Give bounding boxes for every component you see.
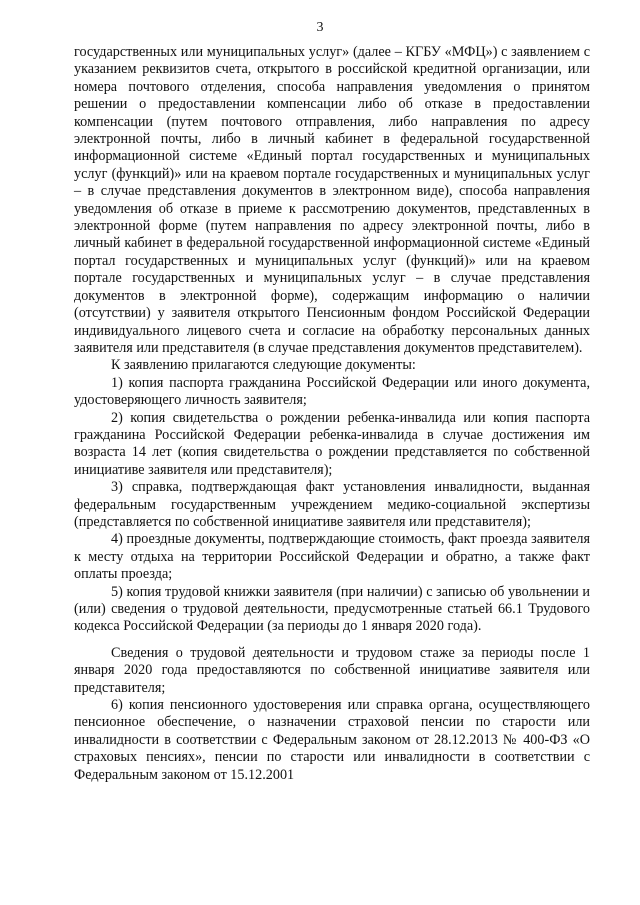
list-item-6: 6) копия пенсионного удостоверения или справка органа, осуществляющего пенсионное обеспечение, о назначении страховой пенсии по старости или инвалидности в соответствии с Федеральным законом от 28.12.2013 № 400-ФЗ «О страховых пенсиях», пенсии по старости или инвалидности в соответствии с Федеральным законом от 15.12.2001 [74, 697, 590, 783]
paragraph-attachments-intro: К заявлению прилагаются следующие документы: [111, 357, 416, 374]
list-item-3: 3) справка, подтверждающая факт установления инвалидности, выданная федеральным государственным учреждением медико-социальной экспертизы (представляется по собственной инициативе заявителя или представителя); [74, 479, 590, 530]
document-body [74, 44, 590, 784]
list-item-2: 2) копия свидетельства о рождении ребенка-инвалида или копия паспорта гражданина Российской Федерации ребенка-инвалида в случае достижения им возраста 14 лет (копия свидетельства о рождении представляется по собственной инициативе заявителя или представителя); [74, 409, 590, 478]
paragraph-work-history: Сведения о трудовой деятельности и трудовом стаже за периоды после 1 января 2020 года предоставляются по собственной инициативе заявителя или представителя; [74, 644, 590, 696]
list-item-1: 1) копия паспорта гражданина Российской Федерации или иного документа, удостоверяющего личность заявителя; [74, 374, 590, 409]
list-item-5: 5) копия трудовой книжки заявителя (при наличии) с записью об увольнении и (или) сведения о трудовой деятельности, предусмотренные статьей 66.1 Трудового кодекса Российской Федерации (за периоды до 1 января 2020 года). [74, 583, 590, 635]
list-item-4: 4) проездные документы, подтверждающие стоимость, факт проезда заявителя к месту отдыха на территории Российской Федерации и обратно, а также факт оплаты проезда; [74, 531, 590, 583]
page-number: 3 [316, 20, 324, 35]
paragraph-continuation: государственных или муниципальных услуг» (далее – КГБУ «МФЦ») с заявлением с указанием реквизитов счета, открытого в российской кредитной организации, или номера почтового отделения, способа направления уведомления о принятом решении о предоставлении компенсации либо об отказе в предоставлении компенсации (путем почтового отправления, либо направления по адресу электронной почты, либо в личный кабинет в федеральной государственной информационной системе «Единый портал государственных и муниципальных услуг (функций)» или на краевом портале государственных и муниципальных услуг – в случае представления документов в электронном виде), способа направления уведомления об отказе в приеме к рассмотрению документов, представленных в электронной форме (путем направления по адресу электронной почты, либо в личный кабинет в федеральной государственной информационной системе «Единый портал государственных и муниципальных услуг (функций)» или на краевом портале государственных и муниципальных услуг – в случае представления документов в электронной форме), содержащим информацию о наличии (отсутствии) у заявителя открытого Пенсионным фондом Российской Федерации индивидуального лицевого счета и согласие на обработку персональных данных заявителя или представителя (в случае представления документов представителем). [74, 44, 590, 356]
